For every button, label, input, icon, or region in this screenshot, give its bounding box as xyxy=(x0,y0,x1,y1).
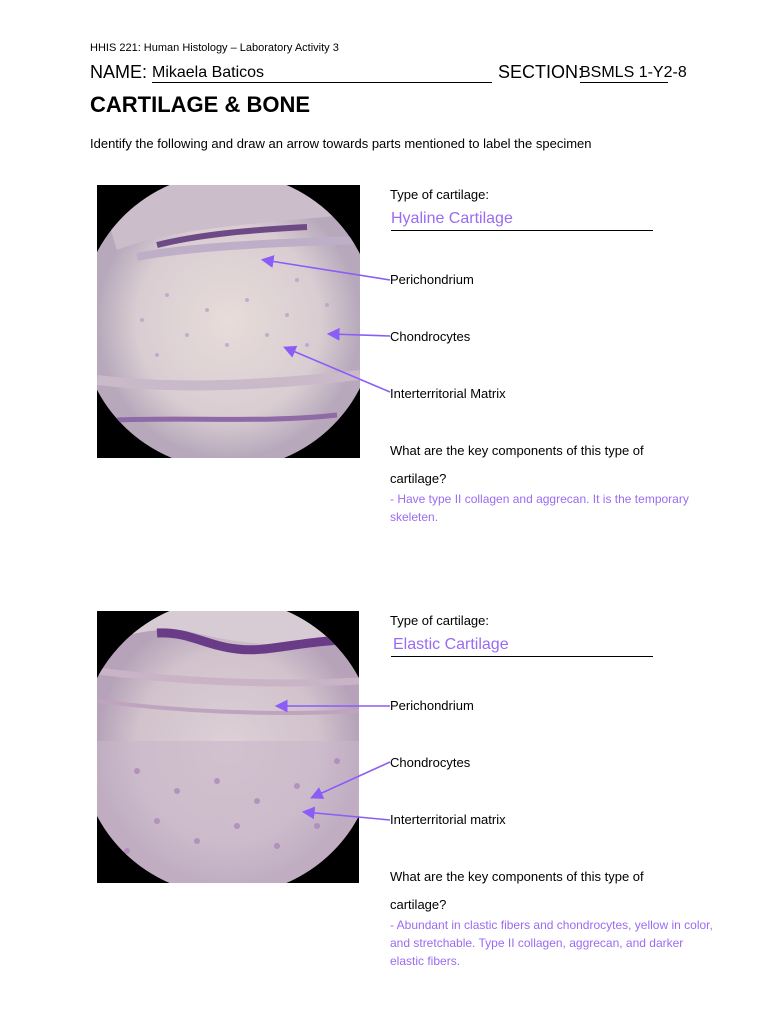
type-prompt-2: Type of cartilage: xyxy=(390,613,489,628)
label-matrix-1: Interterritorial Matrix xyxy=(390,386,506,401)
answer-1: - Have type II collagen and aggrecan. It is the temporary skeleten. xyxy=(390,492,689,524)
name-value: Mikaela Baticos xyxy=(152,64,265,81)
instructions: Identify the following and draw an arrow towards parts mentioned to label the specimen xyxy=(90,136,592,151)
question-1: What are the key components of this type of xyxy=(390,443,644,458)
type-answer-line-2 xyxy=(391,656,653,657)
specimen-image-elastic xyxy=(97,611,359,883)
specimen-image-hyaline xyxy=(97,185,360,458)
type-answer-line-1 xyxy=(391,230,653,231)
question-cont-1: cartilage? xyxy=(390,471,447,486)
question-cont-2: cartilage? xyxy=(390,897,447,912)
page-title: CARTILAGE & BONE xyxy=(90,92,310,117)
section-value: BSMLS 1-Y2-8 xyxy=(580,64,687,81)
question-2: What are the key components of this type of xyxy=(390,869,644,884)
label-perichondrium-1: Perichondrium xyxy=(390,272,474,287)
section-label: SECTION: xyxy=(498,62,584,82)
label-matrix-2: Interterritorial matrix xyxy=(390,812,506,827)
name-underline xyxy=(152,82,492,83)
label-chondrocytes-1: Chondrocytes xyxy=(390,329,471,344)
course-header: HHIS 221: Human Histology – Laboratory Activity 3 xyxy=(90,42,339,54)
section-underline xyxy=(580,82,668,83)
label-chondrocytes-2: Chondrocytes xyxy=(390,755,471,770)
type-answer-2: Elastic Cartilage xyxy=(393,636,509,653)
type-answer-1: Hyaline Cartilage xyxy=(391,210,513,227)
type-prompt-1: Type of cartilage: xyxy=(390,187,489,202)
name-label: NAME: xyxy=(90,62,148,82)
label-perichondrium-2: Perichondrium xyxy=(390,698,474,713)
answer-2: - Abundant in clastic fibers and chondrocytes, yellow in color, and stretchable. Type II collagen, aggrecan, and darker elastic fibers. xyxy=(390,918,713,968)
